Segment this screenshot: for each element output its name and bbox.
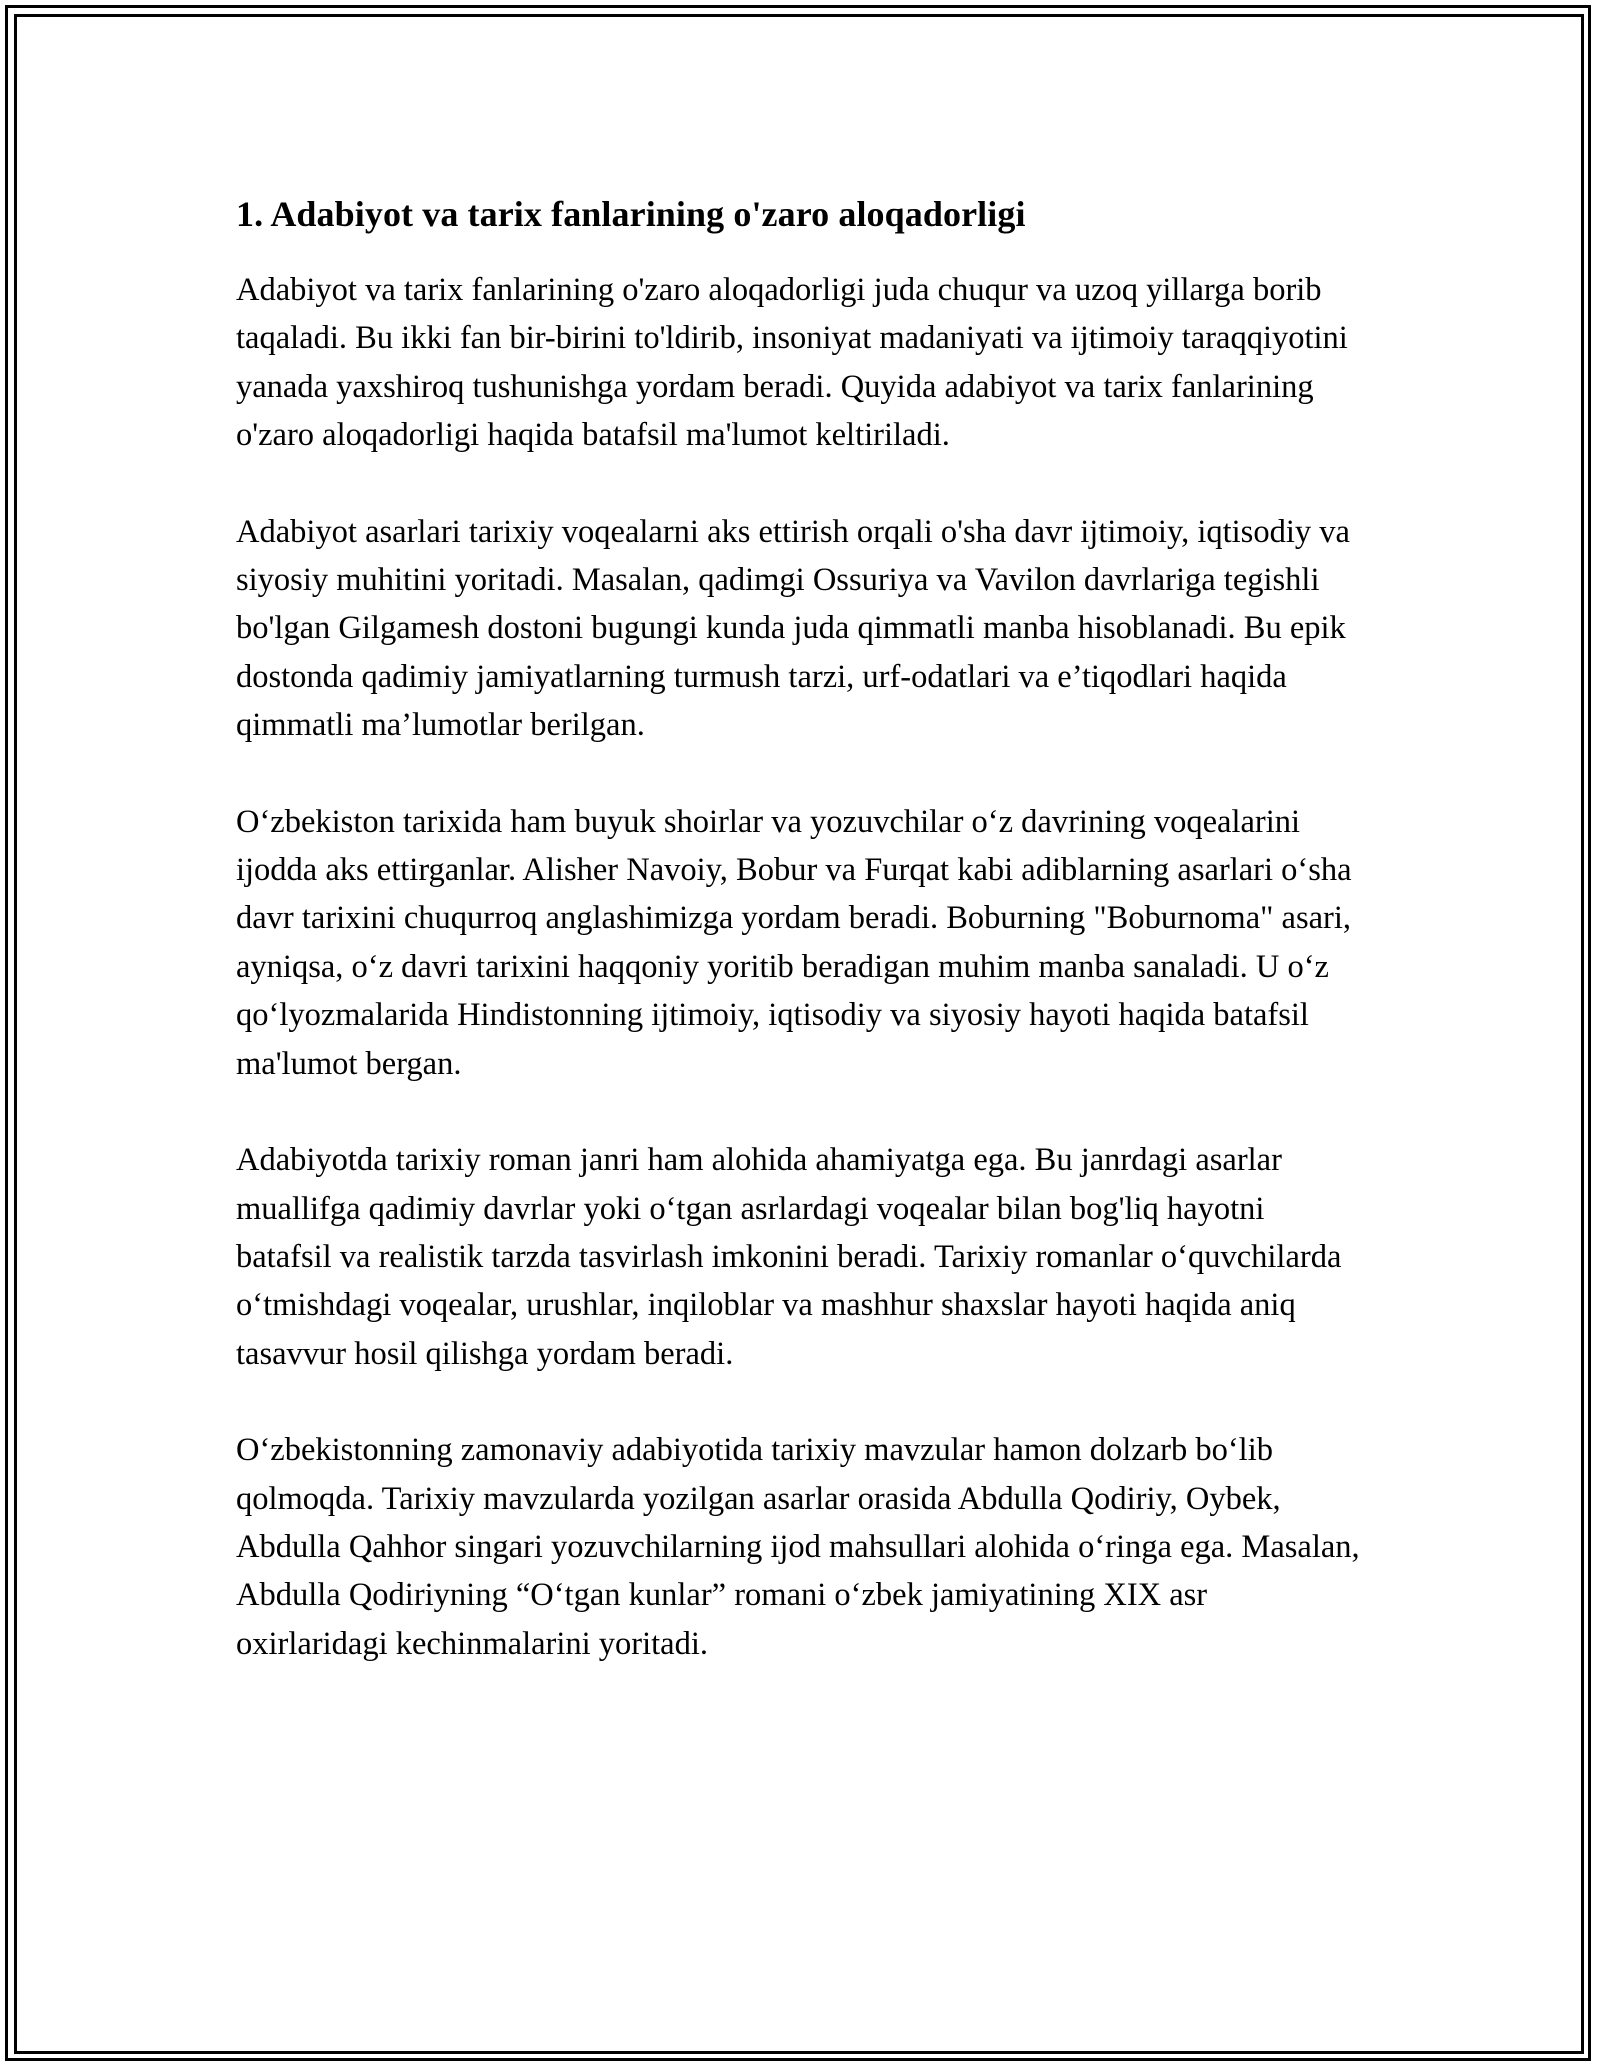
paragraph-5: O‘zbekistonning zamonaviy adabiyotida tarixiy mavzular hamon dolzarb bo‘lib qolmoqda. Tarixiy mavzularda yozilgan asarlar orasida Abdulla Qodiriy, Oybek, Abdulla Qahhor singari yozuvchilarning ijod mahsullari alohida o‘ringa ega. Masalan, Abdulla Qodiriyning “O‘tgan kunlar” romani o‘zbek jamiyatining XIX asr oxirlaridagi kechinmalarini yoritadi. xyxy=(236,1432,1360,1662)
document-title: 1. Adabiyot va tarix fanlarining o'zaro aloqadorligi xyxy=(236,194,1026,234)
paragraph-4: Adabiyotda tarixiy roman janri ham alohida ahamiyatga ega. Bu janrdagi asarlar muallifga qadimiy davrlar yoki o‘tgan asrlardagi voqealar bilan bog'liq hayotni batafsil va realistik tarzda tasvirlash imkonini beradi. Tarixiy romanlar o‘quvchilarda o‘tmishdagi voqealar, urushlar, inqiloblar va mashhur shaxslar hayoti haqida aniq tasavvur hosil qilishga yordam beradi. xyxy=(236,1142,1342,1372)
paragraph-2: Adabiyot asarlari tarixiy voqealarni aks ettirish orqali o'sha davr ijtimoiy, iqtisodiy va siyosiy muhitini yoritadi. Masalan, qadimgi Ossuriya va Vavilon davrlariga tegishli bo'lgan Gilgamesh dostoni bugungi kunda juda qimmatli manba hisoblanadi. Bu epik dostonda qadimiy jamiyatlarning turmush tarzi, urf-odatlari va e’tiqodlari haqida qimmatli ma’lumotlar berilgan. xyxy=(236,513,1350,744)
paragraph-1: Adabiyot va tarix fanlarining o'zaro aloqadorligi juda chuqur va uzoq yillarga borib taqaladi. Bu ikki fan bir-birini to'ldirib, insoniyat madaniyati va ijtimoiy taraqqiyotini yanada yaxshiroq tushunishga yordam beradi. Quyida adabiyot va tarix fanlarining o'zaro aloqadorligi haqida batafsil ma'lumot keltiriladi. xyxy=(236,272,1348,454)
document-body xyxy=(236,188,1366,1716)
paragraph-3: O‘zbekiston tarixida ham buyuk shoirlar va yozuvchilar o‘z davrining voqealarini ijodda aks ettirganlar. Alisher Navoiy, Bobur va Furqat kabi adiblarning asarlari o‘sha davr tarixini chuqurroq anglashimizga yordam beradi. Boburning "Boburnoma" asari, ayniqsa, o‘z davri tarixini haqqoniy yoritib beradigan muhim manba sanaladi. U o‘z qo‘lyozmalarida Hindistonning ijtimoiy, iqtisodiy va siyosiy hayoti haqida batafsil ma'lumot bergan. xyxy=(236,803,1352,1082)
